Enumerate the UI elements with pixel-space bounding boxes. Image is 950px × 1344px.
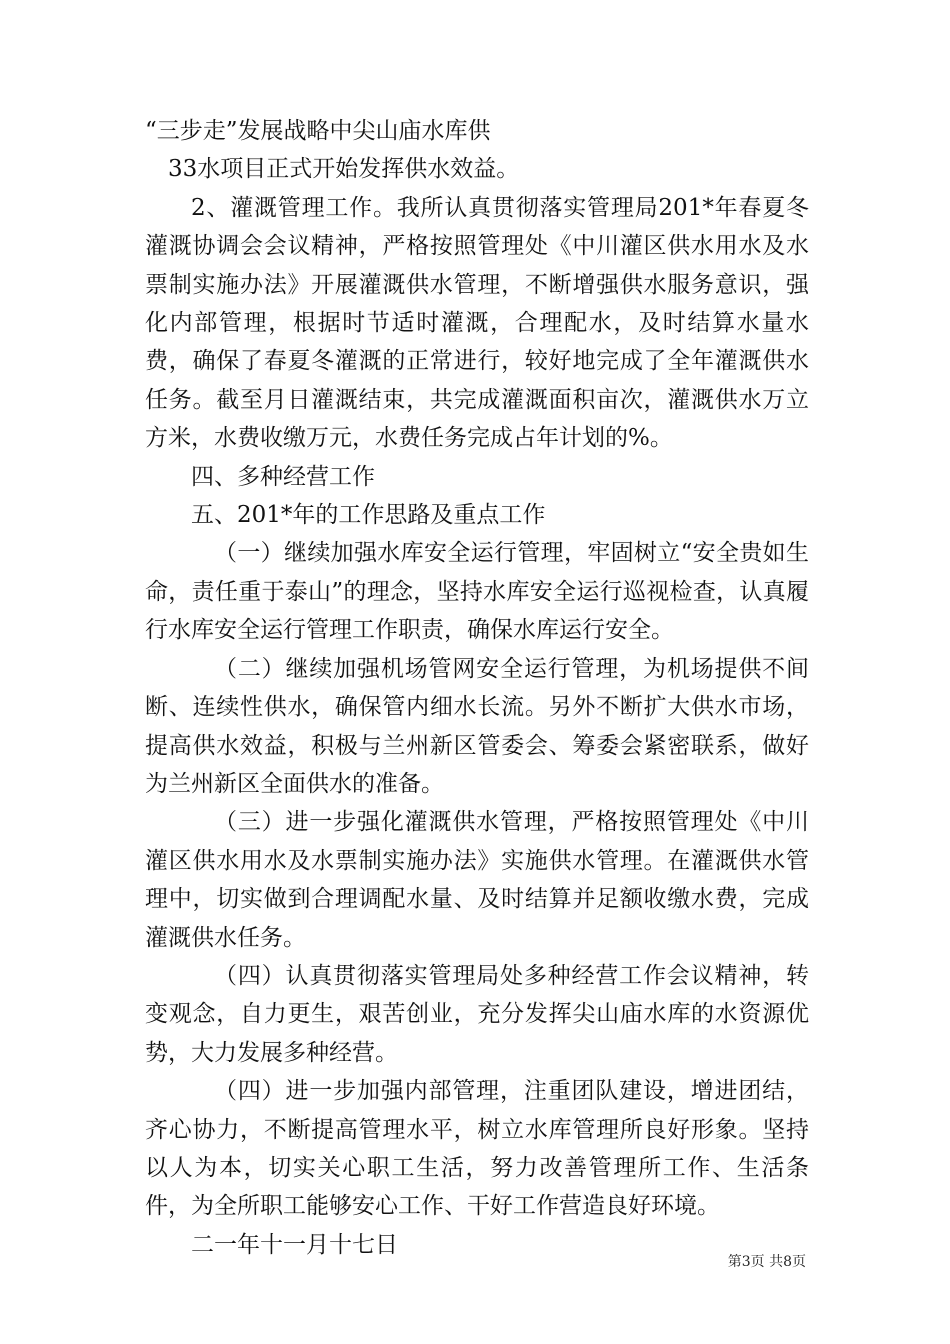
page-suffix: 页 bbox=[792, 1254, 806, 1270]
paragraph-2: 33水项目正式开始发挥供水效益。 bbox=[168, 156, 520, 183]
paragraph-irrigation-management: 2、灌溉管理工作。我所认真贯彻落实管理局201*年春夏冬灌溉协调会会议精神，严格按照管理处《中川灌区供水用水及水票制实施办法》开展灌溉供水管理，不断增强供水服务意识，强化内部管理，根据时节适时灌溉，合理配水，及时结算水量水费，确保了春夏冬灌溉的正常进行，较好地完成了全年灌溉供水任务。截至月日灌溉结束，共完成灌溉面积亩次，灌溉供水万立方米，水费收缴万元，水费任务完成占年计划的%。 bbox=[145, 194, 809, 452]
page-prefix: 第 bbox=[727, 1254, 742, 1270]
heading-diversified-operations: 四、多种经营工作 bbox=[191, 463, 375, 490]
page-middle: 页 共 bbox=[750, 1254, 784, 1270]
current-page-number: 3 bbox=[741, 1254, 751, 1270]
page-number-footer bbox=[728, 1253, 806, 1271]
paragraph-item-3: （三）进一步强化灌溉供水管理，严格按照管理处《中川灌区供水用水及水票制实施办法》实施供水管理。在灌溉供水管理中，切实做到合理调配水量、及时结算并足额收缴水费，完成灌溉供水任务。 bbox=[145, 809, 809, 951]
paragraph-item-4: （四）认真贯彻落实管理局处多种经营工作会议精神，转变观念，自力更生，艰苦创业，充分发挥尖山庙水库的水资源优势，大力发展多种经营。 bbox=[145, 962, 809, 1066]
document-date: 二一年十一月十七日 bbox=[191, 1231, 398, 1258]
document-body bbox=[145, 112, 809, 1264]
heading-work-plan: 五、201*年的工作思路及重点工作 bbox=[191, 502, 546, 529]
paragraph-1: “三步走”发展战略中尖山庙水库供 bbox=[145, 118, 491, 144]
total-page-number: 8 bbox=[783, 1254, 792, 1270]
paragraph-item-5: （四）进一步加强内部管理，注重团队建设，增进团结，齐心协力，不断提高管理水平，树立水库管理所良好形象。坚持以人为本，切实关心职工生活，努力改善管理所工作、生活条件，为全所职工能够安心工作、干好工作营造良好环境。 bbox=[145, 1078, 809, 1220]
paragraph-item-1: （一）继续加强水库安全运行管理，牢固树立“安全贵如生命，责任重于泰山”的理念，坚持水库安全运行巡视检查，认真履行水库安全运行管理工作职责，确保水库运行安全。 bbox=[145, 540, 809, 644]
paragraph-item-2: （二）继续加强机场管网安全运行管理，为机场提供不间断、连续性供水，确保管内细水长流。另外不断扩大供水市场，提高供水效益，积极与兰州新区管委会、筹委会紧密联系，做好为兰州新区全面供水的准备。 bbox=[145, 655, 809, 797]
